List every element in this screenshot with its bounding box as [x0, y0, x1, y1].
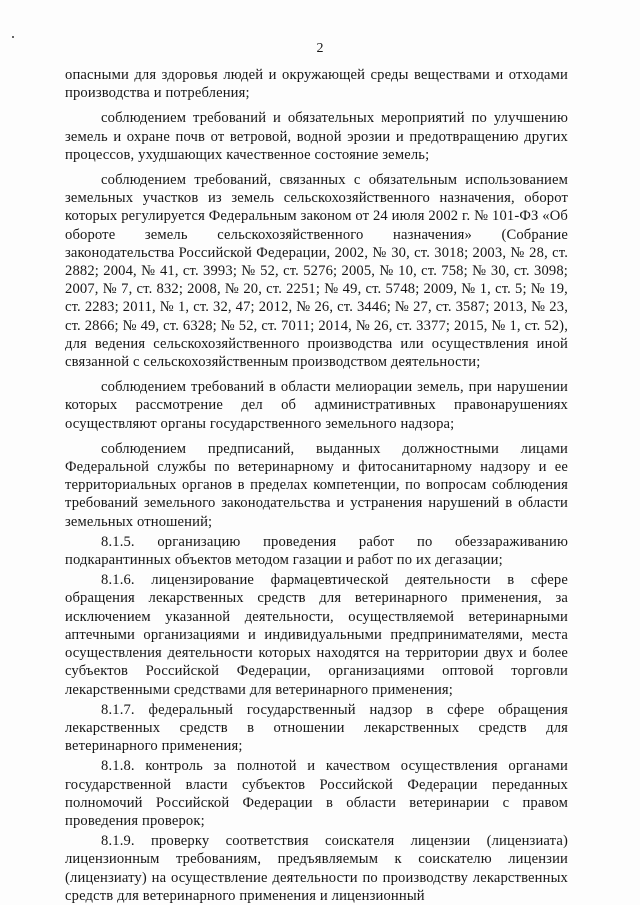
clause-8-1-5: 8.1.5. организацию проведения работ по обеззараживанию подкарантинных объектов методом газации и работ по их дегазации; — [65, 533, 568, 569]
page-number: 2 — [316, 41, 324, 56]
scan-speck — [12, 36, 14, 38]
clause-8-1-9: 8.1.9. проверку соответствия соискателя лицензии (лицензиата) лицензионным требованиям, предъявляемым к соискателю лицензии (лицензиату) на осуществление деятельности по производству лекарственных средств для ветеринарного применения и лицензионный — [65, 833, 568, 904]
clause-8-1-8: 8.1.8. контроль за полнотой и качеством осуществления органами государственной власти субъектов Российской Федерации переданных полномочий Российской Федерации в области ветеринарии с правом проведения проверок; — [65, 758, 568, 829]
clause-8-1-7: 8.1.7. федеральный государственный надзор в сфере обращения лекарственных средств в отношении лекарственных средств для ветеринарного применения; — [65, 701, 568, 755]
paragraph-agricultural-land-use: соблюдением требований, связанных с обязательным использованием земельных участков из земель сельскохозяйственного назначения, оборот которых регулируется Федеральным законом от 24 июля 2002 г. № 101-ФЗ «Об обороте земель сельскохозяйственного назначения» (Собрание законодательства Российской Федерации, 2002, № 30, ст. 3018; 2003, № 28, ст. 2882; 2004, № 41, ст. 3993; № 52, ст. 5276; 2005, № 10, ст. 758; № 30, ст. 3098; 2007, № 7, ст. 832; 2008, № 20, ст. 2251; № 49, ст. 5748; 2009, № 1, ст. 5; № 19, ст. 2283; 2011, № 1, ст. 32, 47; 2012, № 26, ст. 3446; № 27, ст. 3587; 2013, № 23, ст. 2866; № 49, ст. 6328; № 52, ст. 7011; 2014, № 26, ст. 3377; 2015, № 1, ст. 52), для ведения сельскохозяйственного производства или осуществления иной связанной с сельскохозяйственным производством деятельности; — [65, 172, 568, 371]
paragraph-continuation: опасными для здоровья людей и окружающей среды веществами и отходами производства и потребления; — [65, 67, 568, 102]
paragraph-prescriptions: соблюдением предписаний, выданных должностными лицами Федеральной службы по ветеринарному и фитосанитарному надзору и ее территориальных органов в пределах компетенции, по вопросам соблюдения требований земельного законодательства и устранения нарушений в области земельных отношений; — [65, 440, 568, 530]
clause-8-1-6: 8.1.6. лицензирование фармацевтической деятельности в сфере обращения лекарственных средств для ветеринарного применения, за исключением указанной деятельности, осуществляемой ветеринарными аптечными организациями и индивидуальными предпринимателями, места осуществления деятельности которых находятся на территории двух и более субъектов Российской Федерации, организациями оптовой торговли лекарственными средствами для ветеринарного применения; — [65, 572, 568, 698]
paragraph-soil-improvement: соблюдением требований и обязательных мероприятий по улучшению земель и охране почв от ветровой, водной эрозии и предотвращению других процессов, ухудшающих качественное состояние земель; — [65, 110, 568, 163]
document-body — [65, 66, 568, 905]
paragraph-land-melioration: соблюдением требований в области мелиорации земель, при нарушении которых рассмотрение дел об административных правонарушениях осуществляют органы государственного земельного надзора; — [65, 379, 568, 432]
